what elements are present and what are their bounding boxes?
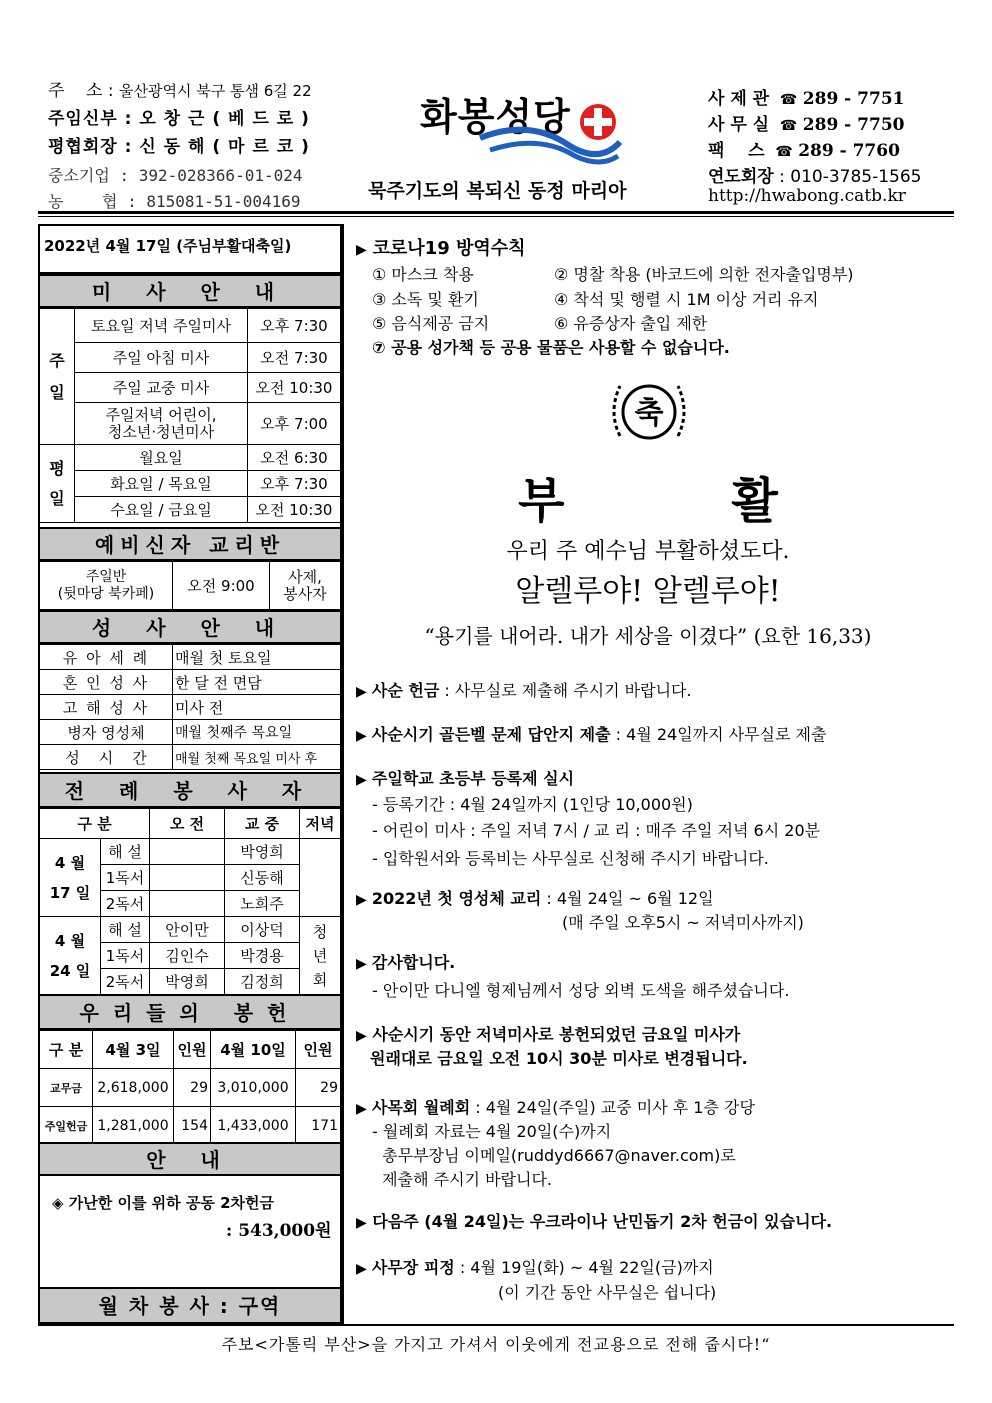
easter-title: 부 활 [518,473,778,529]
offering-value: 1,433,000 [211,1107,296,1145]
bank1-line: 중소기업 : 392-028366-01-024 [48,166,303,185]
catechumen-name: 주일반 (뒷마당 북카페) [40,562,173,610]
notice-lenten-offering: ▶ 사순 헌금 : 사무실로 제출해 주시기 바랍니다. [356,681,692,700]
offering-count: 29 [296,1069,341,1107]
sacrament-title: 성 사 안 내 [38,610,342,644]
fax-line: 팩 스 ☎ 289 - 7760 [708,141,900,161]
office-line: 사 무 실 ☎ 289 - 7750 [708,115,905,135]
easter-line2: 알렐루야! 알렐루야! [515,574,781,609]
notice-title: 안 내 [38,1142,342,1176]
server-main: 박경용 [225,943,300,969]
offering-head: 인원 [174,1031,211,1069]
notice-line: - 월례회 자료는 4월 20일(수)까지 [372,1122,612,1141]
covid-rule: ⑦ 공용 성가책 등 공용 물품은 사용할 수 없습니다. [372,338,730,357]
celebration-emblem-icon [604,372,694,452]
mass-name: 수요일 / 금요일 [75,497,248,523]
sacrament-name: 혼 인 성 사 [40,670,173,695]
offering-head: 구 분 [40,1031,93,1069]
server-role: 1독서 [101,865,150,891]
server-am [150,891,225,917]
notice-first-communion: ▶ 2022년 첫 영성체 교리 : 4월 24일 ~ 6월 12일 [356,889,714,908]
notice-line: (매 주일 오후5시 ~ 저녁미사까지) [562,913,804,932]
notice-line: - 어린이 미사 : 주일 저녁 7시 / 교 리 : 매주 주일 저녁 6시 20분 [372,821,821,840]
offering-head: 4월 3일 [93,1031,174,1069]
server-am: 안이만 [150,917,225,943]
sunday-label: 주 일 [40,309,75,445]
mass-name: 월요일 [75,445,248,471]
notice-line: - 입학원서와 등록비는 사무실로 신청해 주시기 바랍니다. [372,849,769,868]
notice-line: - 등록기간 : 4월 24일까지 (1인당 10,000원) [372,795,693,814]
scripture-quote: “용기를 내어라. 내가 세상을 이겼다” (요한 16,33) [424,624,872,648]
offering-count: 171 [296,1107,341,1145]
notice-retreat: ▶ 사무장 피정 : 4월 19일(화) ~ 4월 22일(금)까지 [356,1258,714,1277]
sacrament-when: 매월 첫째주 목요일 [173,720,341,745]
notice-amount: : 543,000원 [226,1221,332,1241]
covid-rule: ⑥ 유증상자 출입 제한 [554,314,708,333]
offering-value: 1,281,000 [93,1107,174,1145]
offering-kind: 교무금 [40,1069,93,1107]
servers-head: 구 분 [40,809,150,839]
notice-line: 총무부장님 이메일(ruddyd6667@naver.com)로 [372,1146,736,1165]
catechumen-table [39,561,341,610]
server-role: 2독서 [101,969,150,995]
celebration-emblem-text: 축 [634,396,664,431]
notice-council: ▶ 사목회 월례회 : 4월 24일(주일) 교중 미사 후 1층 강당 [356,1098,755,1117]
server-role: 1독서 [101,943,150,969]
mass-name: 토요일 저녁 주일미사 [75,309,248,343]
server-role: 해 설 [101,917,150,943]
mass-time: 오전 10:30 [248,373,341,403]
mass-time: 오전 6:30 [248,445,341,471]
servers-head: 오 전 [150,809,225,839]
notice-ukraine: ▶ 다음주 (4월 24일)는 우크라이나 난민돕기 2차 헌금이 있습니다. [356,1212,833,1231]
servers-head: 저녁 [300,809,341,839]
kin-line: 연도회장 : 010-3785-1565 [708,167,922,187]
mass-title: 미 사 안 내 [38,274,342,308]
sacrament-when: 미사 전 [173,695,341,720]
offering-kind: 주일헌금 [40,1107,93,1145]
offering-count: 154 [174,1107,211,1145]
offering-count: 29 [174,1069,211,1107]
server-role: 해 설 [101,839,150,865]
notice-sunday-school: ▶ 주일학교 초등부 등록제 실시 [356,769,575,788]
servers-day: 4 월 24 일 [40,917,101,995]
server-am: 박영희 [150,969,225,995]
covid-rule: ② 명찰 착용 (바코드에 의한 전자출입명부) [554,265,854,284]
server-am [150,839,225,865]
sacrament-name: 병자 영성체 [40,720,173,745]
notice-line: (이 기간 동안 사무실은 쉽니다) [498,1283,717,1302]
chair-line: 평협회장 : 신 동 해 ( 마 르 코 ) [48,137,310,157]
address-line: 주 소 : 울산광역시 북구 통샘 6길 22 [48,81,312,101]
catechumen-title: 예비신자 교리반 [38,527,342,561]
servers-title: 전 례 봉 사 자 [38,772,342,808]
covid-rule: ④ 착석 및 행렬 시 1M 이상 거리 유지 [554,290,819,309]
offering-head: 4월 10일 [211,1031,296,1069]
server-main: 신동해 [225,865,300,891]
pastor-line: 주임신부 : 오 창 근 ( 베 드 로 ) [48,109,310,129]
website[interactable]: http://hwabong.catb.kr [708,186,906,206]
server-main: 박영희 [225,839,300,865]
notice-thanks: ▶ 감사합니다. [356,953,456,972]
offering-value: 3,010,000 [211,1069,296,1107]
server-main: 김정희 [225,969,300,995]
covid-title: ▶ 코로나19 방역수칙 [356,238,526,259]
date-line: 2022년 4월 17일 (주님부활대축일) [44,237,292,255]
notice-goldenbell: ▶ 사순시기 골든벨 문제 답안지 제출 : 4월 24일까지 사무실로 제출 [356,725,827,744]
notice-line: 원래대로 금요일 오전 10시 30분 미사로 변경됩니다. [370,1049,748,1068]
server-main: 이상덕 [225,917,300,943]
mass-time: 오후 7:30 [248,471,341,497]
bank2-line: 농 협 : 815081-51-004169 [48,192,301,211]
sacrament-name: 성 시 간 [40,745,173,770]
mass-name: 주일 교중 미사 [75,373,248,403]
server-am [150,865,225,891]
monthly-service: 월 차 봉 사 : 구역 [38,1287,342,1324]
server-evening: 청 년 회 [300,917,341,995]
mass-name: 화요일 / 목요일 [75,471,248,497]
servers-table [39,808,341,995]
sacrament-name: 유 아 세 례 [40,645,173,670]
servers-head: 교 중 [225,809,300,839]
mass-time: 오후 7:00 [248,403,341,445]
church-logo-icon [470,98,630,170]
sacrament-table [39,644,341,770]
covid-rule: ⑤ 음식제공 금지 [372,314,490,333]
sacrament-name: 고 해 성 사 [40,695,173,720]
offering-table [39,1030,341,1145]
offering-title: 우리들의 봉헌 [38,994,342,1030]
mass-time: 오전 7:30 [248,343,341,373]
offering-head: 인원 [296,1031,341,1069]
notice-friday-mass: ▶ 사순시기 동안 저녁미사로 봉헌되었던 금요일 미사가 [356,1025,741,1044]
mass-time: 오후 7:30 [248,309,341,343]
covid-rule: ① 마스크 착용 [372,265,474,284]
offering-value: 2,618,000 [93,1069,174,1107]
server-role: 2독서 [101,891,150,917]
rectory-line: 사 제 관 ☎ 289 - 7751 [708,89,905,109]
patron-text: 묵주기도의 복되신 동정 마리아 [368,180,627,202]
servers-day: 4 월 17 일 [40,839,101,917]
notice-item: ◈ 가난한 이를 위하 공동 2차헌금 [52,1194,274,1212]
mass-table [39,308,341,523]
sacrament-when: 매월 첫 토요일 [173,645,341,670]
weekday-label: 평 일 [40,445,75,523]
notice-line: - 안이만 다니엘 형제님께서 성당 외벽 도색을 해주셨습니다. [372,981,790,1000]
mass-name: 주일저녁 어린이, 청소년·청년미사 [75,403,248,445]
catechumen-time: 오전 9:00 [173,562,270,610]
sacrament-when: 한 달 전 면담 [173,670,341,695]
server-main: 노희주 [225,891,300,917]
notice-line: 제출해 주시기 바랍니다. [372,1170,552,1189]
server-am: 김인수 [150,943,225,969]
sacrament-when: 매월 첫째 목요일 미사 후 [173,745,341,770]
easter-line1: 우리 주 예수님 부활하셨도다. [506,539,790,564]
catechumen-teacher: 사제, 봉사자 [270,562,341,610]
church-name: 화봉성당 [420,95,571,139]
footer-text: 주보<가톨릭 부산>을 가지고 가셔서 이웃에게 전교용으로 전해 줍시다!“ [221,1335,771,1354]
mass-time: 오전 10:30 [248,497,341,523]
mass-name: 주일 아침 미사 [75,343,248,373]
covid-rule: ③ 소독 및 환기 [372,290,479,309]
